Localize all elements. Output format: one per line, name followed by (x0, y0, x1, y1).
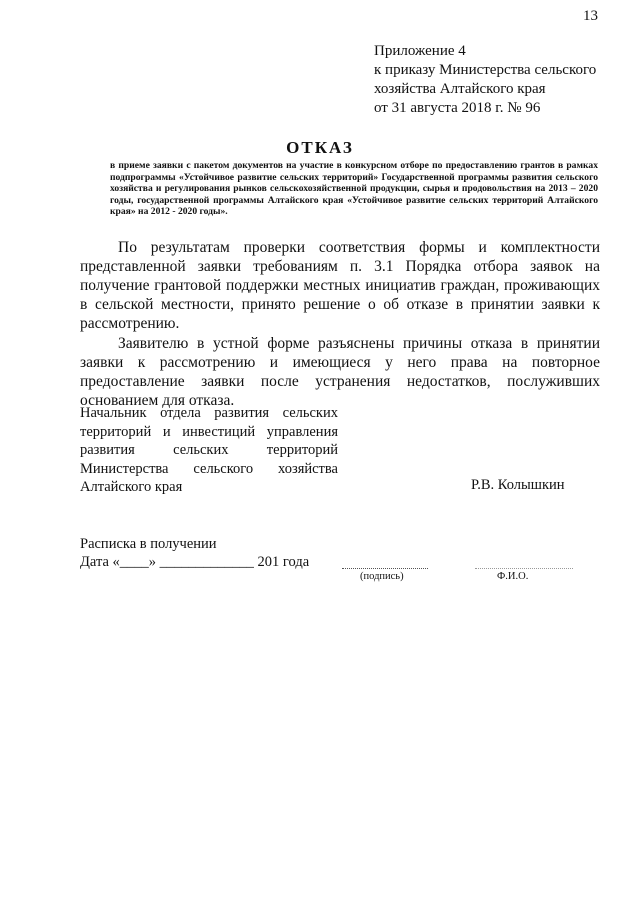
document-subtitle: в приеме заявки с пакетом документов на участие в конкурсном отборе по предоставлению грантов в рамках подпрограммы «Устойчивое развитие сельских территорий» Государственной программы развития сельского хозяйства и регулирования рынков сельскохозяйственной продукции, сырья и продовольствия на 2013 – 2020 годы, государственной программы Алтайского края «Устойчивое развитие сельских территорий Алтайского края» на 2012 - 2020 годы». (110, 160, 598, 217)
signature-caption: (подпись) (360, 571, 404, 582)
receipt-date-line: Дата «____» _____________ 201 года (80, 554, 310, 570)
signatory-position: Начальник отдела развития сельских территорий и инвестиций управления развития сельских территорий Министерства сельского хозяйства Алтайского края (80, 405, 338, 495)
appendix-line: хозяйства Алтайского края (374, 81, 546, 97)
appendix-line: от 31 августа 2018 г. № 96 (374, 100, 541, 116)
signature-line (342, 568, 428, 569)
page-number: 13 (583, 8, 598, 24)
receipt-title: Расписка в получении (80, 536, 217, 552)
body-paragraph: Заявителю в устной форме разъяснены причины отказа в принятии заявки к рассмотрению и имеющиеся у него права на повторное предоставление заявки после устранения недостатков, послуживших основанием для отказа. (80, 335, 600, 409)
appendix-line: к приказу Министерства сельского (374, 62, 597, 78)
appendix-line: Приложение 4 (374, 43, 466, 59)
document-body (80, 238, 600, 411)
document-title: ОТКАЗ (286, 138, 354, 157)
fio-caption: Ф.И.О. (497, 571, 529, 582)
body-paragraph: По результатам проверки соответствия формы и комплектности представленной заявки требованиям п. 3.1 Порядка отбора заявок на получение грантовой поддержки местных инициатив граждан, проживающих в сельской местности, принято решение о об отказе в принятии заявки к рассмотрению. (80, 239, 600, 332)
signatory-name: Р.В. Колышкин (471, 477, 565, 493)
appendix-header (374, 42, 624, 118)
fio-line (475, 568, 573, 569)
